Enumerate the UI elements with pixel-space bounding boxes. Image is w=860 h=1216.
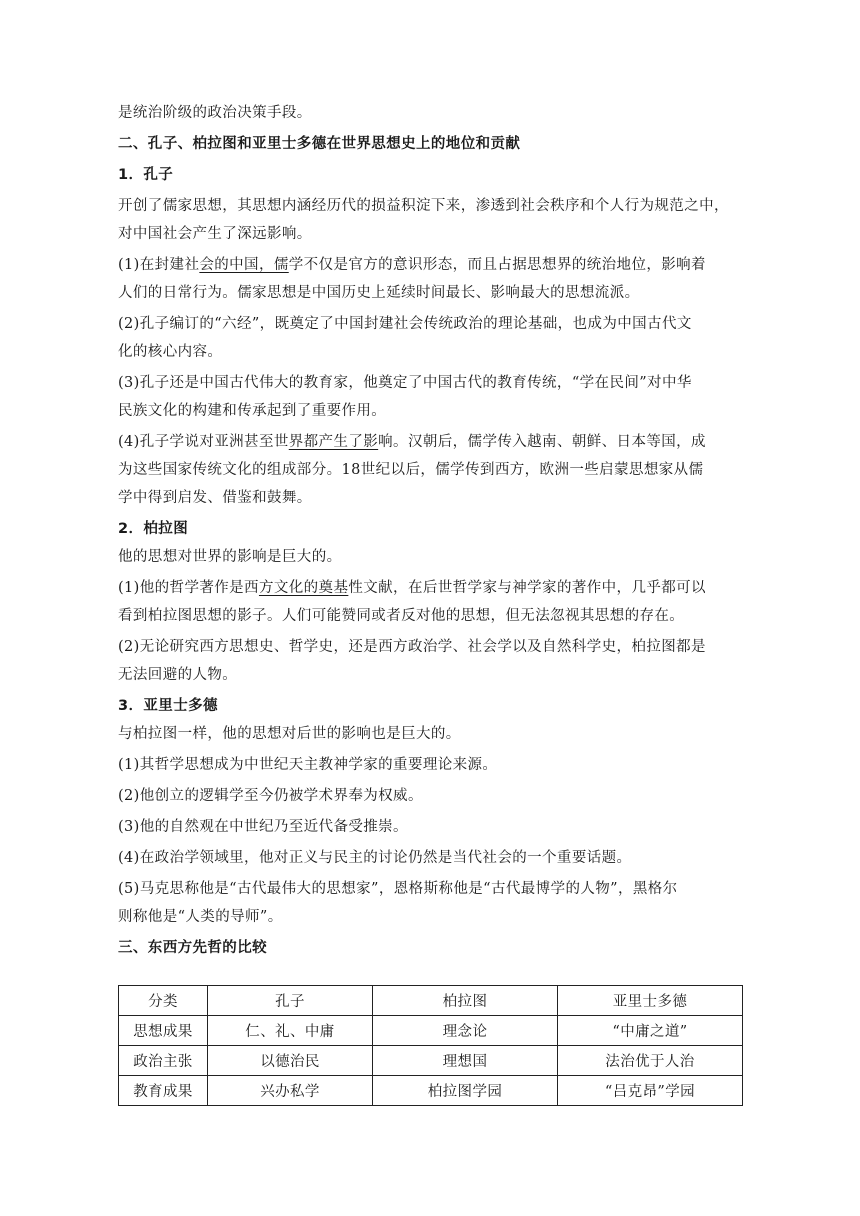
table-cell: “吕克昂”学园 [558,1076,743,1106]
paragraph-line: (2)他创立的逻辑学至今仍被学术界奉为权威。 [118,788,423,804]
paragraph-line: 学中得到启发、借鉴和鼓舞。 [118,490,312,506]
table-header-cell: 柏拉图 [373,986,558,1016]
paragraph-line: 开创了儒家思想，其思想内涵经历代的损益积淀下来，渗透到社会秩序和个人行为规范之中， [118,198,729,214]
table-cell: 理想国 [373,1046,558,1076]
table-cell: 法治优于人治 [558,1046,743,1076]
paragraph-line: (1)他的哲学著作是西方文化的奠基性文献，在后世哲学家与神学家的著作中，几乎都可以 [118,580,706,596]
table-cell: 柏拉图学园 [373,1076,558,1106]
table-cell: 教育成果 [119,1076,208,1106]
table-row [119,1076,743,1106]
subsection-heading: 2．柏拉图 [118,521,189,537]
paragraph-line: (4)孔子学说对亚洲甚至世界都产生了影响。汉朝后，儒学传入越南、朝鲜、日本等国，成 [118,434,706,450]
comparison-table [118,985,743,1106]
table-cell: 政治主张 [119,1046,208,1076]
paragraph-line: (1)其哲学思想成为中世纪天主教神学家的重要理论来源。 [118,757,498,773]
underlined-text: 界都产生了影 [288,434,379,450]
table-row [119,1046,743,1076]
subsection-heading: 3．亚里士多德 [118,698,218,714]
paragraph-line: 是统治阶级的政治决策手段。 [118,105,312,121]
paragraph-line: (2)无论研究西方思想史、哲学史，还是西方政治学、社会学以及自然科学史，柏拉图都是 [118,639,706,655]
paragraph-line: (3)他的自然观在中世纪乃至近代备受推崇。 [118,819,408,835]
table-header-cell: 孔子 [208,986,373,1016]
paragraph-line: 为这些国家传统文化的组成部分。18世纪以后，儒学传到西方，欧洲一些启蒙思想家从儒 [118,462,704,478]
underlined-text: 方文化的奠基 [258,580,349,596]
underlined-text: 会的中国，儒 [199,257,289,273]
table-cell: 以德治民 [208,1046,373,1076]
table-cell: 兴办私学 [208,1076,373,1106]
paragraph-line: (4)在政治学领域里，他对正义与民主的讨论仍然是当代社会的一个重要话题。 [118,850,632,866]
table-cell: “中庸之道” [558,1016,743,1046]
paragraph-line: 人们的日常行为。儒家思想是中国历史上延续时间最长、影响最大的思想流派。 [118,285,640,301]
table-header-cell: 分类 [119,986,208,1016]
paragraph-line: 与柏拉图一样，他的思想对后世的影响也是巨大的。 [118,726,461,742]
paragraph-line: 民族文化的构建和传承起到了重要作用。 [118,403,387,419]
section-heading: 二、孔子、柏拉图和亚里士多德在世界思想史上的地位和贡献 [118,136,521,152]
table-row [119,1016,743,1046]
paragraph-line: (3)孔子还是中国古代伟大的教育家，他奠定了中国古代的教育传统，“学在民间”对中华 [118,375,692,391]
paragraph-line: 看到柏拉图思想的影子。人们可能赞同或者反对他的思想，但无法忽视其思想的存在。 [118,608,685,624]
paragraph-line: (5)马克思称他是“古代最伟大的思想家”，恩格斯称他是“古代最博学的人物”，黑格尔 [118,881,678,897]
table-cell: 思想成果 [119,1016,208,1046]
subsection-heading: 1．孔子 [118,167,174,183]
paragraph-line: (2)孔子编订的“六经”，既奠定了中国封建社会传统政治的理论基础，也成为中国古代文 [118,316,692,332]
table-header-cell: 亚里士多德 [558,986,743,1016]
paragraph-line: 无法回避的人物。 [118,667,238,683]
table-cell: 理念论 [373,1016,558,1046]
paragraph-line: 化的核心内容。 [118,344,223,360]
table-cell: 仁、礼、中庸 [208,1016,373,1046]
paragraph-line: (1)在封建社会的中国，儒学不仅是官方的意识形态，而且占据思想界的统治地位，影响着 [118,257,706,273]
paragraph-line: 对中国社会产生了深远影响。 [118,226,312,242]
paragraph-line: 他的思想对世界的影响是巨大的。 [118,549,342,565]
table-header-row [119,986,743,1016]
paragraph-line: 则称他是“人类的导师”。 [118,909,283,925]
section-heading: 三、东西方先哲的比较 [118,940,267,956]
